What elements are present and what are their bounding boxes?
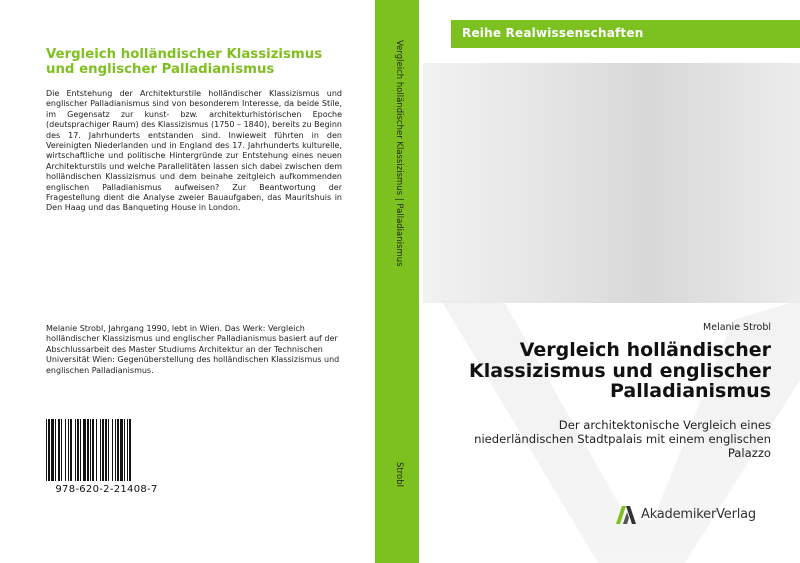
spine-title: Vergleich holländischer Klassizismus | Palladianismus (394, 40, 404, 267)
front-title (451, 340, 771, 402)
book-spine (375, 0, 419, 563)
large-v-graphic (423, 0, 800, 563)
front-subtitle (431, 418, 771, 460)
front-title-line-2: Klassizismus und englischer (469, 359, 771, 382)
back-cover-title (46, 47, 351, 77)
front-title-line-3: Palladianismus (610, 380, 771, 402)
publisher-logo (616, 505, 776, 525)
spine-author: Strobl (394, 462, 404, 487)
front-title-line-1: Vergleich holländischer (519, 339, 771, 361)
isbn-number: 978-620-2-21408-7 (55, 484, 158, 495)
front-author: Melanie Strobl (703, 322, 771, 333)
back-cover (0, 0, 369, 563)
back-cover-blurb: Die Entstehung der Architekturstile holländischer Klassizismus und englischer Palladianismus sind von besonderem Interesse, da beide Stile, im Gegensatz zur kunst- bzw. architekturhistorischen Epoche (deutsprachiger Raum) des Klassizismus (1750 – 1840), bereits zu Beginn des 17. Jahrhunderts entstanden sind. Inwieweit führten in den Vereinigten Niederlanden und in England des 17. Jahrhunderts kulturelle, wirtschaftliche und politische Hintergründe zur Entstehung eines neuen Architekturstils und welche Parallelitäten lassen sich dabei zwischen dem holländischen Klassizismus und dem beinahe zeitgleich aufkommenden englischen Palladianismus aufweisen? Zur Beantwortung der Fragestellung dient die Analyse zweier Bauaufgaben, das Mauritshuis in Den Haag und das Banqueting House in London. (46, 89, 342, 213)
av-logo-icon (616, 506, 638, 524)
series-label: Reihe Realwissenschaften (462, 26, 644, 40)
back-title-line-2: und englischer Palladianismus (46, 62, 275, 77)
back-title-line-1: Vergleich holländischer Klassizismus (46, 47, 323, 62)
publisher-name: AkademikerVerlag (641, 507, 756, 522)
subtitle-line-2: niederländischen Stadtpalais mit einem englischen (474, 432, 771, 446)
isbn-barcode (46, 419, 167, 499)
subtitle-line-3: Palazzo (727, 446, 771, 460)
front-cover (423, 0, 800, 563)
barcode-icon (46, 419, 167, 481)
subtitle-line-1: Der architektonische Vergleich eines (558, 418, 771, 432)
author-bio: Melanie Strobl, Jahrgang 1990, lebt in Wien. Das Werk: Vergleich holländischer Klassizismus und englischer Palladianismus basiert auf der Abschlussarbeit des Master Studiums Architektur an der Technischen Universität Wien: Gegenüberstellung des holländischen Klassizismus und englischen Palladianismus. (46, 324, 340, 375)
